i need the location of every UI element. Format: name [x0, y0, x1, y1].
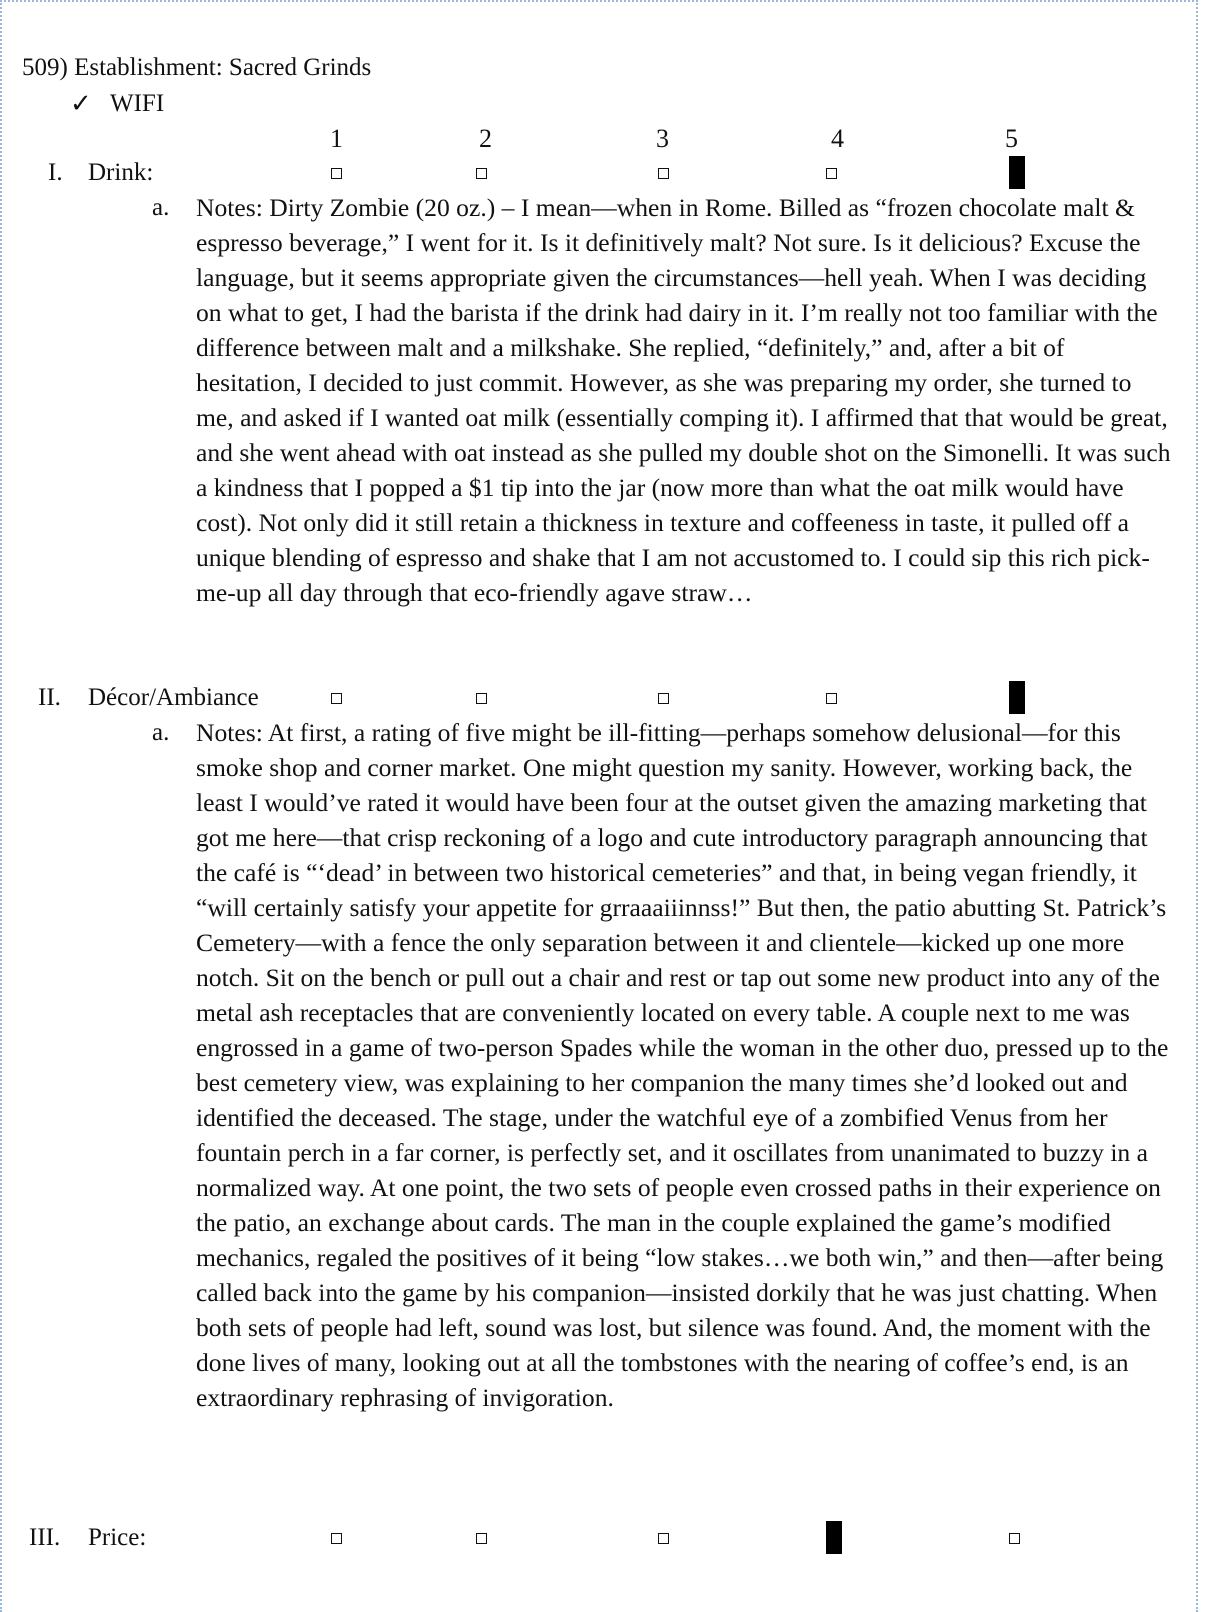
note-decor: Notes: At first, a rating of five might be ill-fitting—perhaps somehow delusional—for this smoke shop and corner market. One might question my sanity. However, working back, the least I would’ve rated it would have been four at the outset given the amazing marketing that got me here—that crisp reckoning of a logo and cute introductory paragraph announcing that the café is “‘dead’ in between two historical cemeteries” and that, in being vegan friendly, it “will certainly satisfy your appetite for grraaaiiinnss!” But then, the patio abutting St. Patrick’s Cemetery—with a fence the only separation between it and clientele—kicked up one more notch. Sit on the bench or pull out a chair and rest or tap out some new product into any of the metal ash receptacles that are conveniently located on every table. A couple next to me was engrossed in a game of two-person Spades while the woman in the other duo, pressed up to the best cemetery view, was explaining to her companion the many times she’d looked out and identified the deceased. The stage, under the watchful eye of a zombified Venus from her fountain perch in a far corner, is perfectly set, and it oscillates from unanimated to buzzy in a normalized way. At one point, the two sets of people even crossed paths in their experience on the patio, an exchange about cards. The man in the couple explained the game’s modified mechanics, regaled the positives of it being “low stakes…we both win,” and then—after being called back into the game by his companion—insisted dorkily that he was just chatting. When both sets of people had left, sound was lost, but silence was found. And, the moment with the done lives of many, looking out at all the tombstones with the nearing of coffee’s end, is an extraordinary rephrasing of invigoration.: [196, 718, 1169, 1412]
category-label-price: Price:: [88, 1524, 147, 1551]
rating-checkbox-1[interactable]: [331, 168, 342, 179]
amenity-wifi-label: WIFI: [110, 90, 165, 117]
scale-label-2: 2: [479, 124, 492, 153]
category-roman-2: II.: [38, 684, 61, 711]
rating-checkbox-3[interactable]: [658, 168, 669, 179]
note-marker-drink: a.: [152, 194, 170, 221]
checkmark-icon: ✓: [70, 89, 92, 118]
scale-label-1: 1: [330, 124, 343, 153]
rating-checkbox-4[interactable]: [826, 1521, 842, 1554]
rating-checkbox-3[interactable]: [658, 1533, 669, 1544]
rating-checkbox-2[interactable]: [476, 168, 487, 179]
scale-label-4: 4: [831, 124, 844, 153]
note-drink: Notes: Dirty Zombie (20 oz.) – I mean—when in Rome. Billed as “frozen chocolate malt & espresso beverage,” I went for it. Is it definitively malt? Not sure. Is it delicious? Excuse the language, but it seems appropriate given the circumstances—hell yeah. When I was deciding on what to get, I had the barista if the drink had dairy in it. I’m really not too familiar with the difference between malt and a milkshake. She replied, “definitely,” and, after a bit of hesitation, I decided to just commit. However, as she was preparing my order, she turned to me, and asked if I wanted oat milk (essentially comping it). I affirmed that that would be great, and she went ahead with oat instead as she pulled my double shot on the Simonelli. It was such a kindness that I popped a $1 tip into the jar (now more than what the oat milk would have cost). Not only did it still retain a thickness in texture and coffeeness in taste, it pulled off a unique blending of espresso and shake that I am not accustomed to. I could sip this rich pick-me-up all day through that eco-friendly agave straw…: [196, 193, 1171, 607]
scale-label-3: 3: [656, 124, 669, 153]
rating-checkbox-5[interactable]: [1009, 1533, 1020, 1544]
rating-checkbox-3[interactable]: [658, 693, 669, 704]
rating-checkbox-4[interactable]: [826, 693, 837, 704]
rating-checkbox-2[interactable]: [476, 1533, 487, 1544]
category-roman-3: III.: [29, 1524, 61, 1551]
category-label-drink: Drink:: [88, 159, 154, 186]
note-marker-decor: a.: [152, 719, 170, 746]
rating-checkbox-4[interactable]: [826, 168, 837, 179]
rating-checkbox-5[interactable]: [1009, 681, 1025, 714]
rating-checkbox-1[interactable]: [331, 1533, 342, 1544]
rating-checkbox-1[interactable]: [331, 693, 342, 704]
category-label-decor: Décor/Ambiance: [88, 684, 259, 711]
establishment-heading: 509) Establishment: Sacred Grinds: [22, 54, 372, 81]
rating-checkbox-2[interactable]: [476, 693, 487, 704]
scale-label-5: 5: [1005, 124, 1018, 153]
category-roman-1: I.: [48, 159, 63, 186]
rating-checkbox-5[interactable]: [1009, 156, 1025, 189]
